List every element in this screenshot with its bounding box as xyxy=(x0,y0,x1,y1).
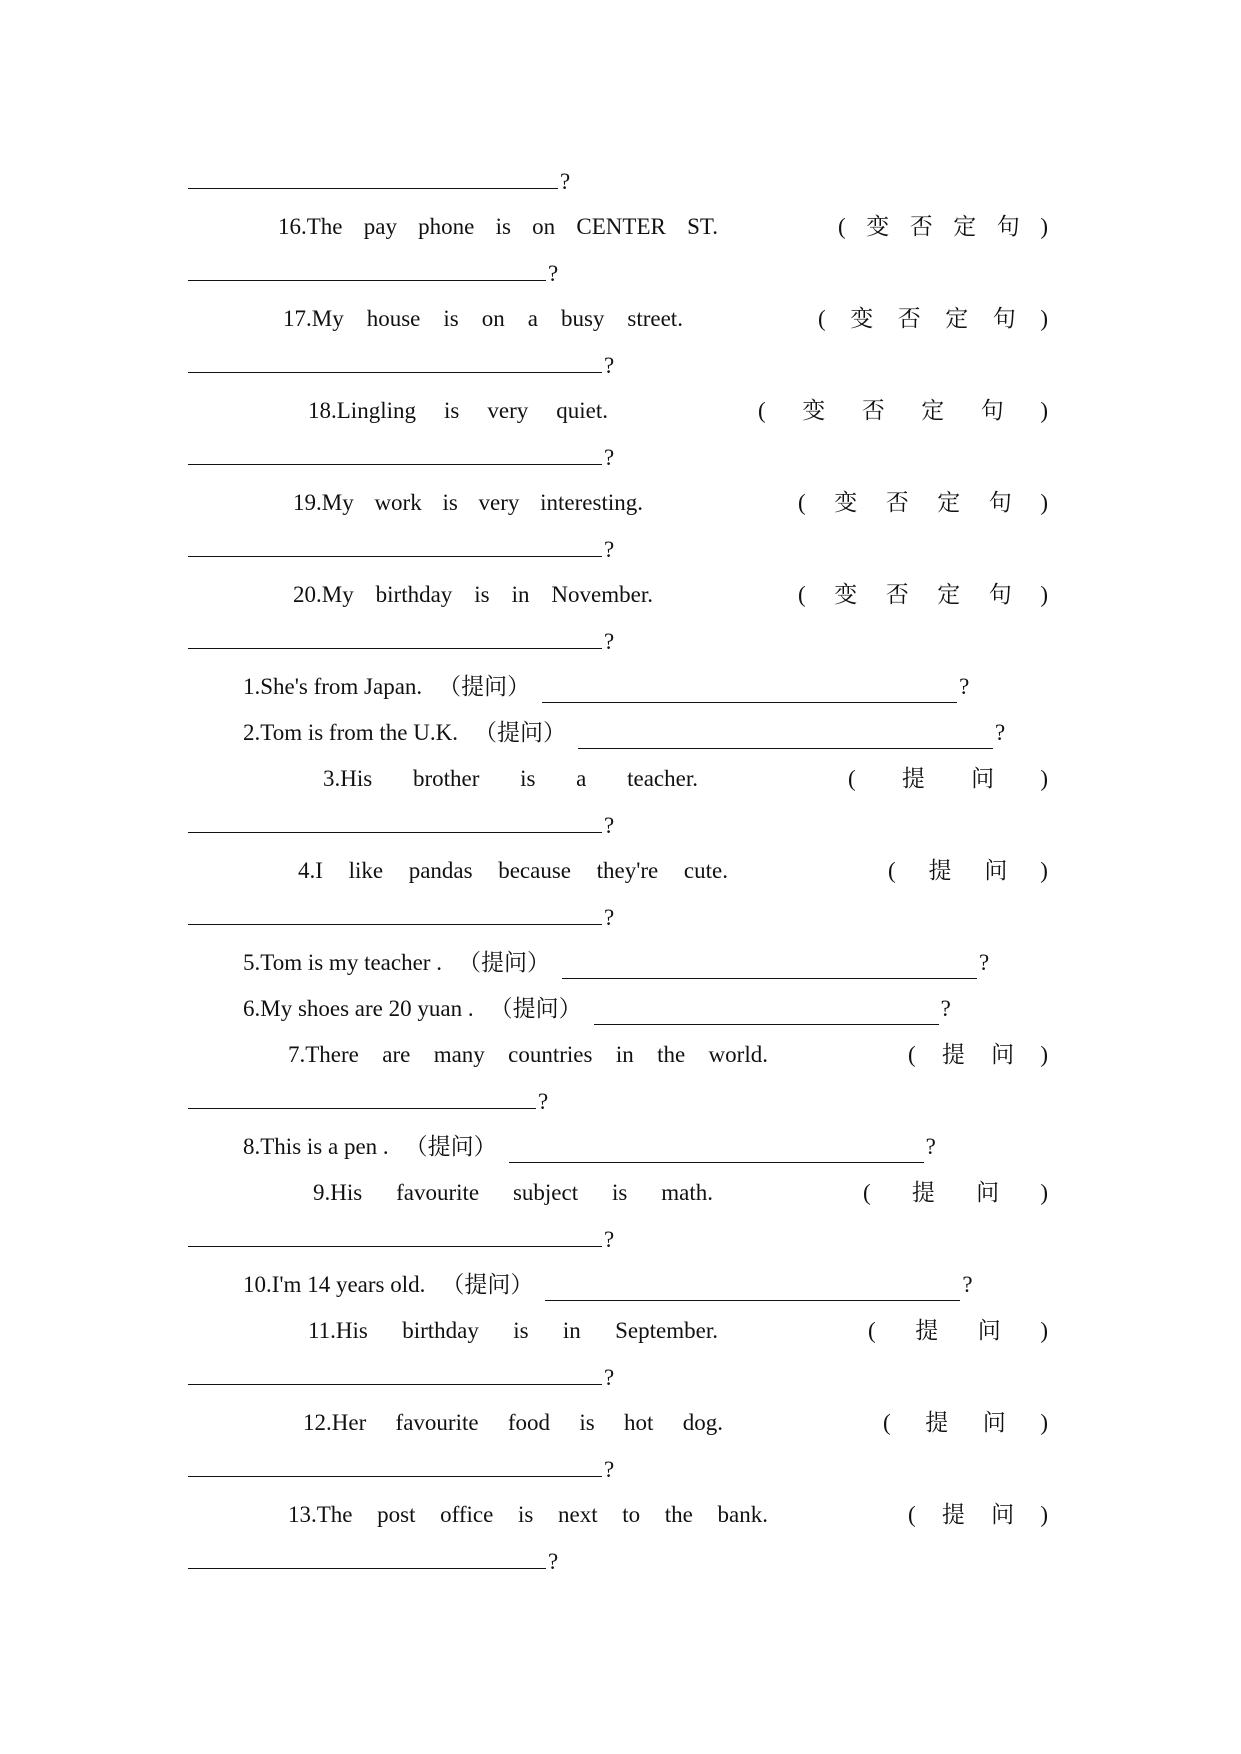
note-char: ) xyxy=(1040,766,1048,791)
word: quiet. xyxy=(556,398,608,423)
note-char: 问 xyxy=(971,766,995,791)
word: on xyxy=(481,306,505,331)
word: is xyxy=(495,214,511,239)
question-9 xyxy=(188,1170,1048,1216)
word: very xyxy=(487,398,529,423)
sentence: 8.This is a pen . xyxy=(243,1134,389,1159)
note-char: 提 xyxy=(928,858,952,883)
word: the xyxy=(657,1042,686,1067)
question-16 xyxy=(188,204,1048,250)
note-char: ( xyxy=(758,398,766,423)
answer-blank[interactable] xyxy=(188,250,546,281)
answer-blank[interactable] xyxy=(188,1446,602,1477)
answer-blank[interactable] xyxy=(188,526,602,557)
sentence: 1.She's from Japan. xyxy=(243,674,423,699)
note-char: ( xyxy=(863,1180,871,1205)
word: 3.His xyxy=(323,766,373,791)
sentence xyxy=(323,756,698,802)
note-char: 提 xyxy=(911,1180,935,1205)
sentence: 2.Tom is from the U.K. xyxy=(243,720,458,745)
note-char: ( xyxy=(908,1042,916,1067)
question-1 xyxy=(188,664,1048,710)
question-mark: ? xyxy=(978,950,990,975)
note-char: ( xyxy=(888,858,896,883)
word: favourite xyxy=(395,1410,479,1435)
question-mark: ? xyxy=(940,996,951,1021)
instruction-note: （提问） xyxy=(438,674,531,699)
word: to xyxy=(622,1502,641,1527)
note-char: 问 xyxy=(991,1042,1015,1067)
word: next xyxy=(557,1502,598,1527)
instruction-note xyxy=(888,848,1048,894)
word: 20.My xyxy=(293,582,354,607)
sentence xyxy=(303,1400,723,1446)
question-mark: ? xyxy=(604,353,615,378)
note-char: ( xyxy=(883,1410,891,1435)
answer-line-17[interactable] xyxy=(188,342,1048,388)
word: because xyxy=(498,858,572,883)
note-char: 问 xyxy=(991,1502,1015,1527)
answer-line-18[interactable] xyxy=(188,434,1048,480)
question-7 xyxy=(188,1032,1048,1078)
question-10 xyxy=(188,1262,1048,1308)
question-mark: ? xyxy=(538,1089,549,1114)
instruction-note xyxy=(798,480,1048,526)
word: 19.My xyxy=(293,490,354,515)
instruction-note: （提问） xyxy=(473,720,566,745)
question-mark: ? xyxy=(604,1365,615,1390)
word: hot xyxy=(624,1410,654,1435)
instruction-note: （提问） xyxy=(441,1272,534,1297)
note-char: ( xyxy=(818,306,826,331)
note-char: 定 xyxy=(953,214,977,239)
note-char: ( xyxy=(868,1318,876,1343)
note-char: 句 xyxy=(992,306,1016,331)
word: countries xyxy=(508,1042,593,1067)
note-char: ( xyxy=(798,582,806,607)
word: work xyxy=(374,490,422,515)
answer-blank[interactable] xyxy=(188,802,602,833)
instruction-note xyxy=(863,1170,1048,1216)
note-char: ) xyxy=(1040,858,1048,883)
note-char: ) xyxy=(1040,582,1048,607)
word: teacher. xyxy=(627,766,698,791)
word: is xyxy=(520,766,536,791)
note-char: ) xyxy=(1040,1410,1048,1435)
note-char: 问 xyxy=(976,1180,1000,1205)
word: office xyxy=(440,1502,494,1527)
sentence xyxy=(293,480,643,526)
answer-blank[interactable] xyxy=(594,994,939,1025)
word: brother xyxy=(412,766,480,791)
answer-blank[interactable] xyxy=(542,672,957,703)
note-char: ( xyxy=(798,490,806,515)
word: dog. xyxy=(682,1410,723,1435)
note-char: ) xyxy=(1040,306,1048,331)
sentence xyxy=(298,848,728,894)
word: busy xyxy=(560,306,605,331)
note-char: ) xyxy=(1040,214,1048,239)
question-mark: ? xyxy=(548,261,559,286)
note-char: 问 xyxy=(984,858,1008,883)
instruction-note xyxy=(908,1492,1048,1538)
word: bank. xyxy=(717,1502,768,1527)
question-2 xyxy=(188,710,1048,756)
word: very xyxy=(478,490,520,515)
answer-line-11[interactable] xyxy=(188,1354,1048,1400)
note-char: 变 xyxy=(850,306,874,331)
word: is xyxy=(518,1502,534,1527)
word: November. xyxy=(551,582,653,607)
note-char: 提 xyxy=(915,1318,939,1343)
word: on xyxy=(532,214,556,239)
word: favourite xyxy=(396,1180,480,1205)
answer-line-20[interactable] xyxy=(188,618,1048,664)
question-20 xyxy=(188,572,1048,618)
question-8 xyxy=(188,1124,1048,1170)
word: are xyxy=(382,1042,411,1067)
question-12 xyxy=(188,1400,1048,1446)
word: ST. xyxy=(687,214,718,239)
word: is xyxy=(442,490,458,515)
note-char: ) xyxy=(1040,1042,1048,1067)
word: birthday xyxy=(375,582,453,607)
note-char: ( xyxy=(838,214,846,239)
question-mark: ? xyxy=(548,1549,559,1574)
question-18 xyxy=(188,388,1048,434)
instruction-note: （提问） xyxy=(489,996,582,1021)
question-17 xyxy=(188,296,1048,342)
sentence xyxy=(313,1170,713,1216)
word: post xyxy=(377,1502,416,1527)
question-13 xyxy=(188,1492,1048,1538)
word: 16.The xyxy=(278,214,343,239)
answer-line-3[interactable] xyxy=(188,802,1048,848)
question-mark: ? xyxy=(994,720,1006,745)
answer-line-13[interactable] xyxy=(188,1538,1048,1584)
word: is xyxy=(444,398,460,423)
note-char: ) xyxy=(1040,1318,1048,1343)
word: in xyxy=(615,1042,634,1067)
word: they're xyxy=(596,858,659,883)
word: a xyxy=(527,306,538,331)
word: birthday xyxy=(402,1318,479,1343)
answer-line-16[interactable] xyxy=(188,250,1048,296)
instruction-note xyxy=(883,1400,1048,1446)
note-char: 定 xyxy=(937,582,961,607)
note-char: 否 xyxy=(909,214,933,239)
word: street. xyxy=(627,306,683,331)
question-19 xyxy=(188,480,1048,526)
instruction-note xyxy=(758,388,1048,434)
answer-blank[interactable] xyxy=(188,342,602,373)
word: 11.His xyxy=(308,1318,368,1343)
word: in xyxy=(511,582,530,607)
question-mark: ? xyxy=(959,674,970,699)
instruction-note: （提问） xyxy=(404,1134,497,1159)
word: is xyxy=(474,582,490,607)
sentence xyxy=(288,1492,768,1538)
sentence xyxy=(283,296,683,342)
sentence: 6.My shoes are 20 yuan . xyxy=(243,996,474,1021)
note-char: ( xyxy=(848,766,856,791)
word: is xyxy=(579,1410,595,1435)
word: pay xyxy=(363,214,397,239)
instruction-note xyxy=(848,756,1048,802)
word: subject xyxy=(512,1180,579,1205)
instruction-note xyxy=(908,1032,1048,1078)
note-char: 定 xyxy=(937,490,961,515)
word: 9.His xyxy=(313,1180,363,1205)
answer-blank[interactable] xyxy=(188,434,602,465)
worksheet-content xyxy=(188,158,1048,1584)
sentence xyxy=(288,1032,768,1078)
sentence xyxy=(308,388,608,434)
note-char: 提 xyxy=(941,1502,965,1527)
note-char: 变 xyxy=(834,582,858,607)
answer-line-15[interactable] xyxy=(188,158,1048,204)
word: world. xyxy=(708,1042,768,1067)
answer-blank[interactable] xyxy=(188,618,602,649)
answer-blank[interactable] xyxy=(188,894,602,925)
word: September. xyxy=(615,1318,718,1343)
answer-line-7[interactable] xyxy=(188,1078,1048,1124)
question-mark: ? xyxy=(604,445,615,470)
word: a xyxy=(576,766,587,791)
word: 13.The xyxy=(288,1502,353,1527)
note-char: 问 xyxy=(982,1410,1006,1435)
answer-blank[interactable] xyxy=(188,1354,602,1385)
word: phone xyxy=(418,214,475,239)
note-char: ) xyxy=(1040,1180,1048,1205)
question-mark: ? xyxy=(604,1457,615,1482)
answer-line-4[interactable] xyxy=(188,894,1048,940)
word: CENTER xyxy=(576,214,666,239)
instruction-note xyxy=(868,1308,1048,1354)
word: 7.There xyxy=(288,1042,359,1067)
note-char: 问 xyxy=(977,1318,1001,1343)
question-mark: ? xyxy=(604,1227,615,1252)
answer-blank[interactable] xyxy=(188,1216,602,1247)
note-char: 提 xyxy=(941,1042,965,1067)
note-char: 提 xyxy=(925,1410,949,1435)
note-char: ) xyxy=(1040,490,1048,515)
word: like xyxy=(348,858,384,883)
word: 18.Lingling xyxy=(308,398,416,423)
instruction-note xyxy=(798,572,1048,618)
answer-blank[interactable] xyxy=(188,1538,546,1569)
note-char: 否 xyxy=(885,490,909,515)
word: math. xyxy=(661,1180,713,1205)
note-char: 定 xyxy=(945,306,969,331)
question-mark: ? xyxy=(604,629,615,654)
question-5 xyxy=(188,940,1048,986)
note-char: 变 xyxy=(834,490,858,515)
word: many xyxy=(433,1042,485,1067)
sentence xyxy=(308,1308,718,1354)
question-mark: ? xyxy=(604,905,615,930)
sentence: 5.Tom is my teacher . xyxy=(243,950,442,975)
sentence xyxy=(293,572,653,618)
instruction-note xyxy=(818,296,1048,342)
word: 12.Her xyxy=(303,1410,367,1435)
answer-blank[interactable] xyxy=(188,158,558,189)
note-char: 定 xyxy=(921,398,945,423)
word: house xyxy=(366,306,421,331)
note-char: 提 xyxy=(901,766,925,791)
question-mark: ? xyxy=(925,1134,936,1159)
note-char: 句 xyxy=(980,398,1004,423)
question-mark: ? xyxy=(560,169,571,194)
note-char: 否 xyxy=(897,306,921,331)
answer-line-12[interactable] xyxy=(188,1446,1048,1492)
note-char: 变 xyxy=(866,214,890,239)
instruction-note xyxy=(838,204,1048,250)
note-char: 否 xyxy=(885,582,909,607)
note-char: 句 xyxy=(996,214,1020,239)
word: the xyxy=(664,1502,693,1527)
note-char: 变 xyxy=(802,398,826,423)
word: 4.I xyxy=(298,858,323,883)
note-char: ) xyxy=(1040,1502,1048,1527)
question-mark: ? xyxy=(604,537,615,562)
word: cute. xyxy=(683,858,728,883)
question-mark: ? xyxy=(604,813,615,838)
word: interesting. xyxy=(540,490,643,515)
question-mark: ? xyxy=(962,1272,973,1297)
word: is xyxy=(612,1180,628,1205)
word: food xyxy=(507,1410,551,1435)
answer-line-19[interactable] xyxy=(188,526,1048,572)
question-3 xyxy=(188,756,1048,802)
question-4 xyxy=(188,848,1048,894)
answer-blank[interactable] xyxy=(188,1078,536,1109)
answer-line-9[interactable] xyxy=(188,1216,1048,1262)
word: in xyxy=(562,1318,581,1343)
answer-blank[interactable] xyxy=(578,718,993,749)
note-char: ) xyxy=(1040,398,1048,423)
word: is xyxy=(513,1318,529,1343)
note-char: 否 xyxy=(861,398,885,423)
answer-blank[interactable] xyxy=(545,1270,960,1301)
note-char: 句 xyxy=(988,582,1012,607)
question-6 xyxy=(188,986,1048,1032)
note-char: ( xyxy=(908,1502,916,1527)
sentence: 10.I'm 14 years old. xyxy=(243,1272,426,1297)
sentence xyxy=(278,204,718,250)
answer-blank[interactable] xyxy=(562,948,977,979)
question-11 xyxy=(188,1308,1048,1354)
answer-blank[interactable] xyxy=(509,1132,924,1163)
word: pandas xyxy=(408,858,473,883)
instruction-note: （提问） xyxy=(457,950,550,975)
word: 17.My xyxy=(283,306,344,331)
word: is xyxy=(443,306,459,331)
note-char: 句 xyxy=(988,490,1012,515)
